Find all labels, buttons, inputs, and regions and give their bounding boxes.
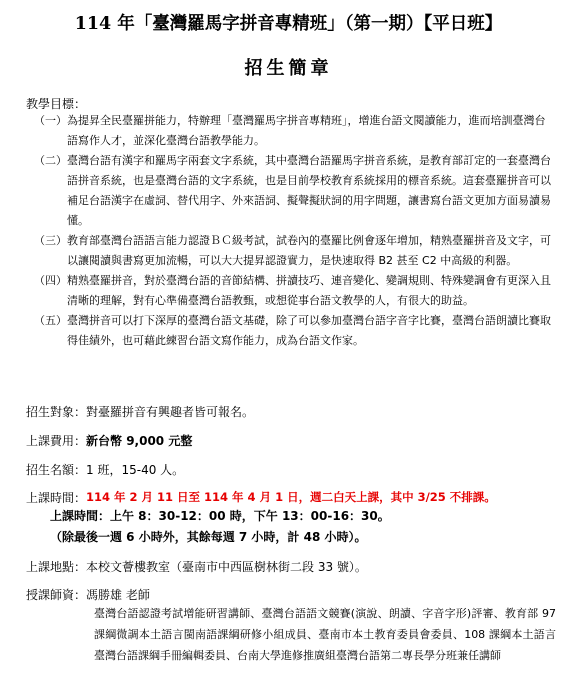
page-title: 114 年「臺灣羅馬字拼音專精班」（第一期）【平日班】 [74,14,503,34]
teacher-name: 馮勝雄 老師 [86,588,150,602]
time-row [26,489,566,548]
target-label: 招生對象： [26,405,87,419]
fee-label: 上課費用： [26,434,87,448]
goals-list [34,111,554,351]
goal-number: （五） [34,314,67,327]
list-item [34,111,554,151]
target-value: 對臺羅拼音有興趣者皆可報名。 [86,405,255,419]
time-hours: 上課時間：上午 8：30-12：00 時，下午 13：00-16：30。 [50,509,390,523]
goal-number: （四） [34,274,67,287]
quota-label: 招生名額： [26,463,87,477]
quota-value: 1 班，15-40 人。 [86,463,185,477]
goals-heading: 教學目標： [26,97,87,111]
goal-text: 臺灣拼音可以打下深厚的臺灣台語文基礎，除了可以參加臺灣台語字音字比賽，臺灣台語朗讀比賽取得佳績外，也可藉此練習台語文寫作能力，成為台語文作家。 [67,314,551,347]
place-value: 本校文薈樓教室（臺南市中西區樹林街二段 33 號）。 [86,560,367,574]
goal-text: 為提昇全民臺羅拼能力，特辦理「臺灣羅馬字拼音專精班」，增進台語文閱讀能力，進而培訓臺灣台語寫作人才，並深化臺灣台語教學能力。 [67,114,546,147]
teacher-bio: 臺灣台語認證考試增能研習講師、臺灣台語語文競賽(演說、朗讀、字音字形)評審、教育部 97 課綱微調本土語言閩南語課綱研修小組成員、臺南市本土教育委員會委員、108 課綱本土語言臺灣台語課綱手冊編輯委員、台南大學進修推廣組臺灣台語第二專長學分班兼任講師 [94,607,556,662]
place-label: 上課地點： [26,560,87,574]
goal-number: （一） [34,114,67,127]
target-row [26,403,566,420]
time-total: （除最後一週 6 小時外，其餘每週 7 小時，計 48 小時）。 [50,530,367,544]
goal-number: （二） [34,154,67,167]
list-item [34,271,554,311]
page-subtitle: 招生簡章 [244,58,333,79]
quota-row [26,461,566,478]
list-item [34,151,554,231]
place-row [26,558,566,575]
goal-text: 臺灣台語有漢字和羅馬字兩套文字系統，其中臺灣台語羅馬字拼音系統，是教育部訂定的一套臺灣台語拼音系統，也是臺灣台語的文字系統，也是目前學校教育系統採用的標音系統。這套臺羅拼音可以補足台語漢字在虛詞、替代用字、外來語詞、擬聲擬狀詞的用字問題，讓書寫台語文更加方面易讀易懂。 [67,154,551,227]
time-value: 114 年 2 月 11 日至 114 年 4 月 1 日，週二白天上課，其中 3/25 不排課。 [86,490,496,504]
teacher-label: 授課師資： [26,588,87,602]
time-label: 上課時間： [26,491,87,505]
teacher-row [26,586,566,666]
fee-value: 新台幣 9,000 元整 [86,434,193,448]
goal-text: 精熟臺羅拼音，對於臺灣台語的音節結構、拼讀技巧、連音變化、變調規則、特殊變調會有更深入且清晰的理解，對有心準備臺灣台語教甄，或想從事台語文教學的人，有很大的助益。 [67,274,551,307]
fee-row [26,432,566,449]
goal-text: 教育部臺灣台語語言能力認證ＢＣ級考試，試卷內的臺羅比例會逐年增加，精熟臺羅拼音及文字，可以讓閱讀與書寫更加流暢，可以大大提昇認證實力，是快速取得 B2 甚至 C2 中高級的利器。 [67,234,551,267]
list-item [34,311,554,351]
list-item [34,231,554,271]
goal-number: （三） [34,234,67,247]
